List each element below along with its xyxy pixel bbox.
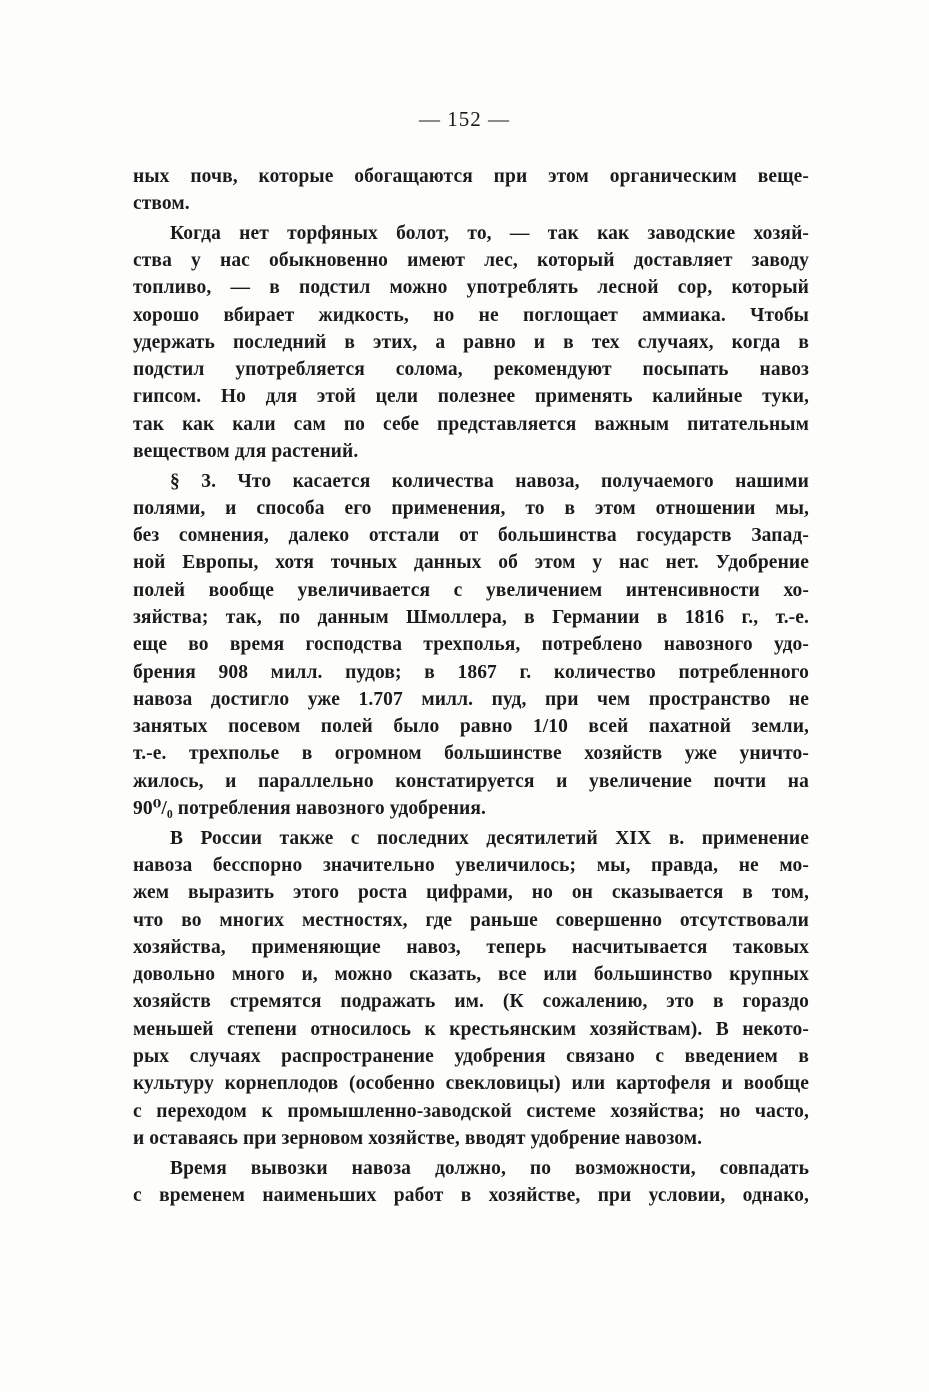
text-line: полей вообще увеличивается с увеличением интенсивности хо-: [133, 580, 809, 601]
text-line: полями, и способа его применения, то в этом отношении мы,: [133, 498, 809, 519]
text-line: т.-е. трехполье в огромном большинстве хозяйств уже уничто-: [133, 743, 809, 764]
text-line: культуру корнеплодов (особенно свекловицы) или картофеля и вообще: [133, 1073, 809, 1094]
text-line: гипсом. Но для этой цели полезнее применять калийные туки,: [133, 386, 809, 407]
text-line: ных почв, которые обогащаются при этом органическим веще-: [133, 166, 809, 187]
paragraph-start-line: § 3. Что касается количества навоза, получаемого нашими: [170, 471, 809, 492]
text-line: с переходом к промышленно-заводской системе хозяйства; но часто,: [133, 1101, 809, 1122]
text-line: довольно много и, можно сказать, все или большинство крупных: [133, 964, 809, 985]
text-line: жилось, и параллельно констатируется и увеличение почти на: [133, 771, 809, 792]
paragraph-start-line: Время вывозки навоза должно, по возможности, совпадать: [170, 1158, 809, 1179]
text-line: ством.: [133, 193, 190, 214]
text-line: жем выразить этого роста цифрами, но он сказывается в том,: [133, 882, 809, 903]
text-line: брения 908 милл. пудов; в 1867 г. количество потребленного: [133, 662, 809, 683]
text-line: ной Европы, хотя точных данных об этом у нас нет. Удобрение: [133, 552, 809, 573]
text-line: веществом для растений.: [133, 441, 359, 462]
text-line: навоза бесспорно значительно увеличилось; мы, правда, не мо-: [133, 855, 809, 876]
paragraph-start-line: Когда нет торфяных болот, то, — так как заводские хозяй-: [170, 223, 809, 244]
paragraph-start-line: В России также с последних десятилетий XIX в. применение: [170, 828, 809, 849]
page-number: — 152 —: [419, 107, 510, 131]
text-line: хозяйства, применяющие навоз, теперь насчитывается таковых: [133, 937, 809, 958]
text-line: топливо, — в подстил можно употреблять лесной сор, который: [133, 277, 809, 298]
text-line: без сомнения, далеко отстали от большинства государств Запад-: [133, 525, 809, 546]
text-line: еще во время господства трехполья, потреблено навозного удо-: [133, 634, 809, 655]
text-line: хорошо вбирает жидкость, но не поглощает аммиака. Чтобы: [133, 305, 809, 326]
text-line: подстил употребляется солома, рекомендуют посыпать навоз: [133, 359, 809, 380]
text-line: занятых посевом полей было равно 1/10 всей пахатной земли,: [133, 716, 809, 737]
text-line: и оставаясь при зерновом хозяйстве, вводят удобрение навозом.: [133, 1128, 703, 1149]
text-line: ства у нас обыкновенно имеют лес, который доставляет заводу: [133, 250, 809, 271]
text-line: 90⁰/₀ потребления навозного удобрения.: [133, 798, 487, 819]
text-line: рых случаях распространение удобрения связано с введением в: [133, 1046, 809, 1067]
text-line: что во многих местностях, где раньше совершенно отсутствовали: [133, 910, 809, 931]
text-line: хозяйств стремятся подражать им. (К сожалению, это в гораздо: [133, 991, 809, 1012]
text-line: зяйства; так, по данным Шмоллера, в Германии в 1816 г., т.-е.: [133, 607, 809, 628]
text-line: навоза достигло уже 1.707 милл. пуд, при чем пространство не: [133, 689, 809, 710]
text-line: так как кали сам по себе представляется важным питательным: [133, 414, 809, 435]
text-line: удержать последний в этих, а равно и в тех случаях, когда в: [133, 332, 809, 353]
text-line: меньшей степени относилось к крестьянским хозяйствам). В некото-: [133, 1019, 809, 1040]
text-line: с временем наименьших работ в хозяйстве, при условии, однако,: [133, 1185, 809, 1206]
